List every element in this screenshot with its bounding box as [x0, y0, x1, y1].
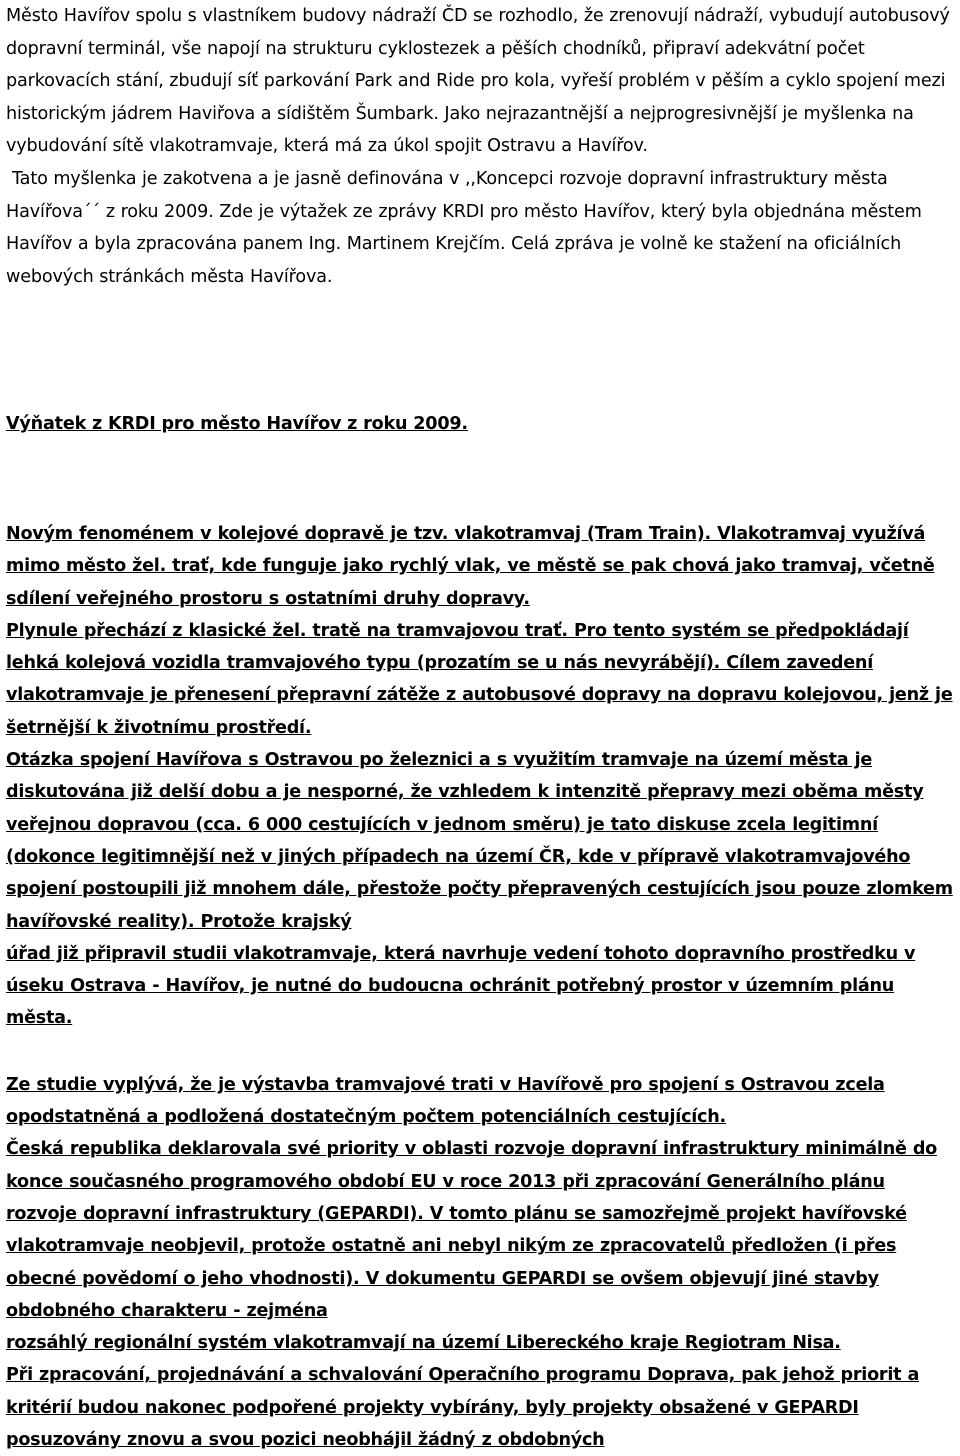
- intro-paragraph: Město Havířov spolu s vlastníkem budovy nádraží ČD se rozhodlo, že zrenovují nádraží, vybudují autobusový dopravní terminál, vše napojí na strukturu cyklostezek a pěších chodníků, připraví adekvátní počet parkovacích stání, zbudují síť parkování Park and Ride pro kola, vyřeší problém v pěším a cyklo spojení mezi historickým jádrem Haviřova a sídištěm Šumbark. Jako nejrazantnější a nejprogresivnější je myšlenka na vybudování sítě vlakotramvaje, která má za úkol spojit Ostravu a Havířov.: [6, 6, 950, 157]
- extract-section: [6, 518, 956, 1456]
- paragraph-gap: [6, 1035, 956, 1069]
- extract-paragraph: Otázka spojení Havířova s Ostravou po železnici a s využitím tramvaje na území města je diskutována již delší dobu a je nesporné, že vzhledem k intenzitě přepravy mezi oběma městy veřejnou dopravou (cca. 6 000 cestujících v jednom směru) je tato diskuse zcela legitimní (dokonce legitimnější než v jiných případech na území ČR, kde v přípravě vlakotramvajového spojení postoupili již mnohem dále, přestože počty přepravených cestujících jsou pouze zlomkem havířovské reality). Protože krajský: [6, 750, 953, 932]
- extract-paragraph: Novým fenoménem v kolejové dopravě je tzv. vlakotramvaj (Tram Train). Vlakotramvaj využívá mimo město žel. trať, kde funguje jako rychlý vlak, ve městě se pak chová jako tramvaj, včetně sdílení veřejného prostoru s ostatními druhy dopravy.: [6, 524, 935, 609]
- extract-paragraph: Česká republika deklarovala své priority v oblasti rozvoje dopravní infrastruktury minimálně do konce současného programového období EU v roce 2013 při zpracování Generálního plánu rozvoje dopravní infrastruktury (GEPARDI). V tomto plánu se samozřejmě projekt havířovské vlakotramvaje neobjevil, protože ostatně ani nebyl nikým ze zpracovatelů předložen (i přes obecné povědomí o jeho vhodnosti). V dokumentu GEPARDI se ovšem objevují jiné stavby obdobného charakteru - zejména: [6, 1139, 938, 1321]
- document-page: [6, 0, 956, 1451]
- extract-paragraph: úřad již připravil studii vlakotramvaje, která navrhuje vedení tohoto dopravního prostředku v úseku Ostrava - Havířov, je nutné do budoucna ochránit potřebný prostor v územním plánu města.: [6, 943, 916, 1029]
- extract-heading: Výňatek z KRDI pro město Havířov z roku 2009.: [6, 414, 468, 434]
- intro-paragraph: Tato myšlenka je zakotvena a je jasně definována v ,,Koncepci rozvoje dopravní infrastruktury města Havířova´´ z roku 2009. Zde je výtažek ze zprávy KRDI pro město Havířov, který byla objednána městem Havířov a byla zpracována panem Ing. Martinem Krejčím. Celá zpráva je volně ke stažení na oficiálních webových stránkách města Havířova.: [6, 168, 922, 287]
- intro-section: [6, 0, 956, 293]
- extract-paragraph: Plynule přechází z klasické žel. tratě na tramvajovou trať. Pro tento systém se předpokládají lehká kolejová vozidla tramvajového typu (prozatím se u nás nevyrábějí). Cílem zavedení vlakotramvaje je přenesení přepravní zátěže z autobusové dopravy na dopravu kolejovou, jenž je šetrnější k životnímu prostředí.: [6, 620, 953, 738]
- extract-paragraph: Ze studie vyplývá, že je výstavba tramvajové trati v Havířově pro spojení s Ostravou zcela opodstatněná a podložená dostatečným počtem potenciálních cestujících.: [6, 1074, 885, 1128]
- extract-paragraph: Při zpracování, projednávání a schvalování Operačního programu Doprava, pak jehož priorit a kritérií budou nakonec podpořené projekty vybírány, byly projekty obsažené v GEPARDI posuzovány znovu a svou pozici neobhájil žádný z obdobných: [6, 1365, 920, 1451]
- extract-paragraph: rozsáhlý regionální systém vlakotramvají na území Libereckého kraje Regiotram Nisa.: [6, 1333, 841, 1354]
